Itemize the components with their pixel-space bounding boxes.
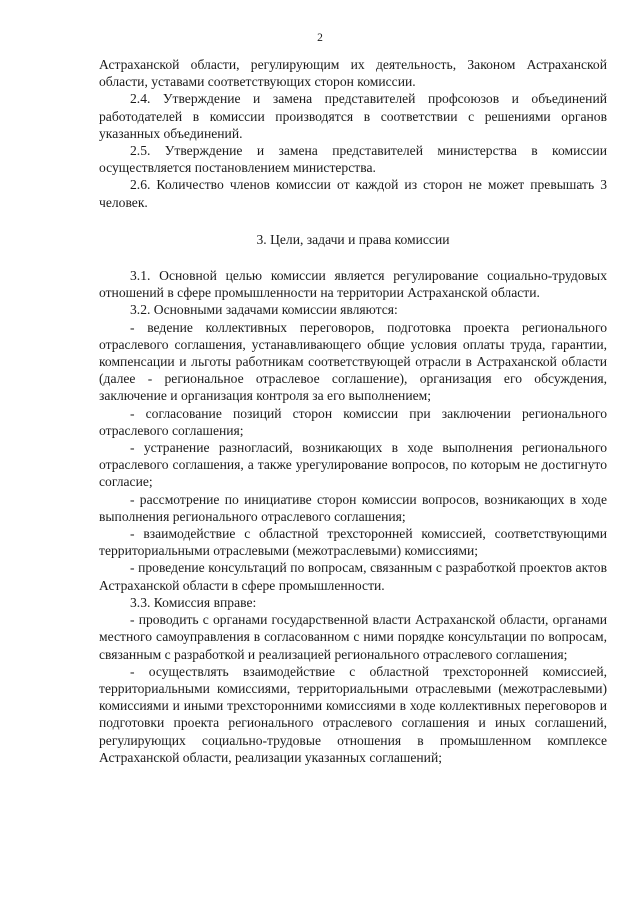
section-heading: 3. Цели, задачи и права комиссии — [256, 231, 450, 247]
list-item: - согласование позиций сторон комиссии при заключении регионального отраслевого соглашения; — [99, 405, 607, 438]
text-column — [99, 56, 607, 766]
list-item: - осуществлять взаимодействие с областной трехсторонней комиссией, территориальными комиссиями, территориальными отраслевыми (межотраслевыми) комиссиями и иными трехсторонними комиссиями в ходе коллективных переговоров и подготовки проекта регионального отраслевого соглашения и иных соглашений, регулирующих социально-трудовые отношения в промышленном комплексе Астраханской области, реализации указанных соглашений; — [99, 663, 607, 765]
paragraph-3-2: 3.2. Основными задачами комиссии являются: — [130, 302, 398, 318]
continuation-paragraph: Астраханской области, регулирующим их деятельность, Законом Астраханской области, уставами соответствующих сторон комиссии. — [99, 57, 607, 90]
list-item: - устранение разногласий, возникающих в ходе выполнения регионального отраслевого соглашения, а также урегулирование вопросов, по которым не достигнуто согласие; — [99, 440, 607, 490]
page-number: 2 — [317, 32, 323, 44]
paragraph-3-1: 3.1. Основной целью комиссии является регулирование социально-трудовых отношений в сфере промышленности на территории Астраханской области. — [99, 268, 607, 301]
paragraph-2-6: 2.6. Количество членов комиссии от каждой из сторон не может превышать 3 человек. — [99, 177, 607, 210]
list-item: - ведение коллективных переговоров, подготовка проекта регионального отраслевого соглашения, устанавливающего общие условия оплаты труда, гарантии, компенсации и льготы работникам соответствующей отрасли в Астраханской области (далее - региональное отраслевое соглашение), организация его обсуждения, заключение и организация контроля за его выполнением; — [99, 319, 607, 404]
paragraph-2-4: 2.4. Утверждение и замена представителей профсоюзов и объединений работодателей в комиссии производятся в соответствии с решениями органов указанных объединений. — [99, 91, 607, 141]
paragraph-3-3: 3.3. Комиссия вправе: — [130, 594, 257, 610]
list-item: - рассмотрение по инициативе сторон комиссии вопросов, возникающих в ходе выполнения регионального отраслевого соглашения; — [99, 491, 607, 524]
list-item: - проведение консультаций по вопросам, связанным с разработкой проектов актов Астраханской области в сфере промышленности. — [99, 560, 607, 593]
list-item: - проводить с органами государственной власти Астраханской области, органами местного самоуправления в согласованном с ними порядке консультации по вопросам, связанным с разработкой и реализацией регионального отраслевого соглашения; — [99, 612, 607, 662]
list-item: - взаимодействие с областной трехсторонней комиссией, соответствующими территориальными отраслевыми (межотраслевыми) комиссиями; — [99, 526, 607, 559]
paragraph-2-5: 2.5. Утверждение и замена представителей министерства в комиссии осуществляется постановлением министерства. — [99, 143, 607, 176]
